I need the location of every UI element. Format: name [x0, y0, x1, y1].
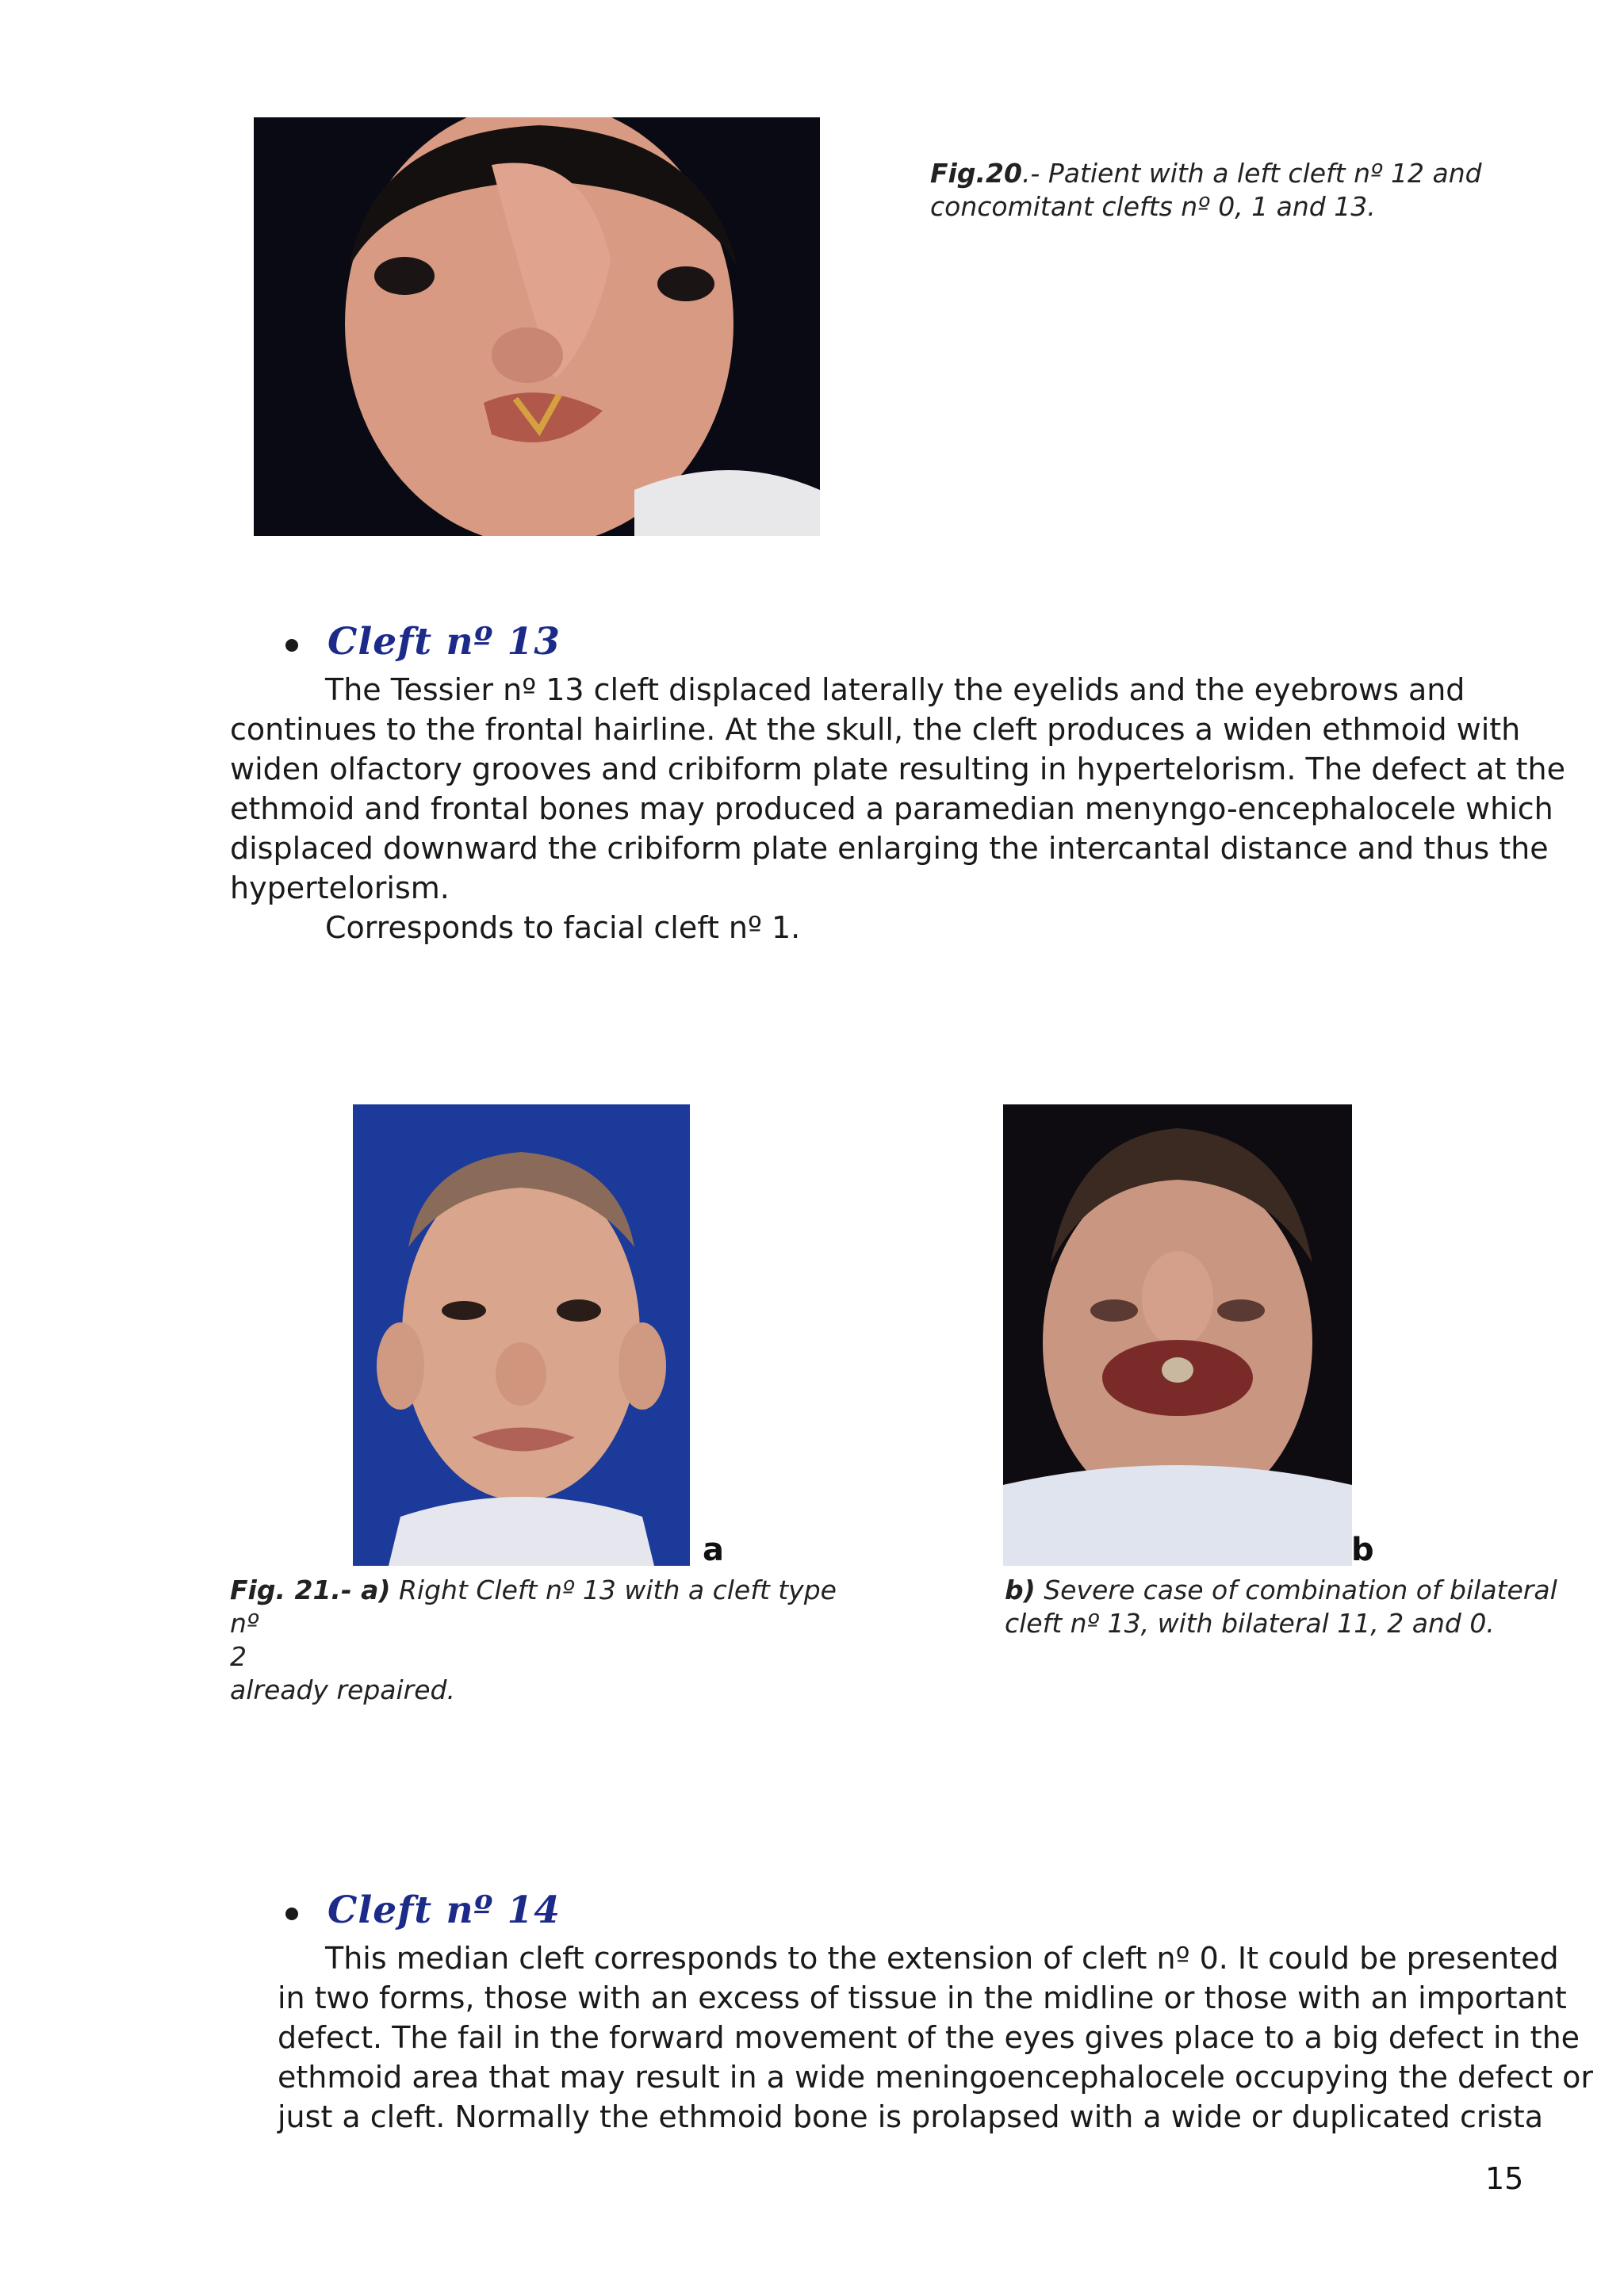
fig21b-label: b) [1005, 1575, 1036, 1605]
section14-line: in two forms, those with an excess of tissue in the midline or those with an important [278, 1980, 1567, 2015]
section14-line: just a cleft. Normally the ethmoid bone is prolapsed with a wide or duplicated crista [278, 2099, 1544, 2134]
heading-cleft-13: Cleft nº 13 [327, 620, 561, 664]
section14-line: ethmoid area that may result in a wide meningoencephalocele occupying the defect or [278, 2060, 1594, 2095]
fig21a-photo [353, 1104, 690, 1566]
fig21a-label: Fig. 21.- a) [230, 1575, 391, 1605]
fig20-text-2: concomitant clefts nº 0, 1 and 13. [930, 191, 1376, 222]
section13-line: The Tessier nº 13 cleft displaced laterally the eyelids and the eyebrows and [325, 672, 1465, 707]
section13-line: displaced downward the cribiform plate enlarging the intercantal distance and thus the [230, 831, 1549, 866]
fig21b-text-2: cleft nº 13, with bilateral 11, 2 and 0. [1005, 1608, 1495, 1639]
page-number: 15 [1485, 2161, 1524, 2196]
fig21b-text-1: Severe case of combination of bilateral [1035, 1575, 1557, 1605]
fig20-text: .- Patient with a left cleft nº 12 and [1021, 158, 1482, 189]
fig21a-text-1: Right Cleft nº 13 with a cleft type nº [230, 1575, 837, 1639]
fig20-caption [930, 157, 1533, 224]
fig21-letter-a: a [703, 1532, 724, 1568]
fig21a-caption [230, 1574, 864, 1707]
fig21a-text-2: 2 [230, 1641, 247, 1672]
fig21a-text-3: already repaired. [230, 1674, 455, 1705]
fig20-photo [254, 117, 820, 536]
fig20-label: Fig.20 [930, 158, 1022, 189]
section13-line: ethmoid and frontal bones may produced a paramedian menyngo-encephalocele which [230, 791, 1553, 826]
fig21b-caption [1005, 1574, 1607, 1640]
bullet-14 [285, 1908, 298, 1920]
section13-line: Corresponds to facial cleft nº 1. [325, 910, 801, 945]
section13-line: hypertelorism. [230, 871, 450, 905]
section14-line: defect. The fail in the forward movement of the eyes gives place to a big defect in the [278, 2020, 1580, 2055]
section14-line: This median cleft corresponds to the extension of cleft nº 0. It could be presented [325, 1941, 1559, 1976]
bullet-13 [285, 639, 298, 652]
heading-cleft-14: Cleft nº 14 [327, 1888, 561, 1932]
fig21b-photo [1003, 1104, 1352, 1566]
fig21-letter-b: b [1351, 1532, 1374, 1568]
section13-line: widen olfactory grooves and cribiform plate resulting in hypertelorism. The defect at the [230, 752, 1565, 786]
section13-line: continues to the frontal hairline. At the skull, the cleft produces a widen ethmoid with [230, 712, 1521, 747]
